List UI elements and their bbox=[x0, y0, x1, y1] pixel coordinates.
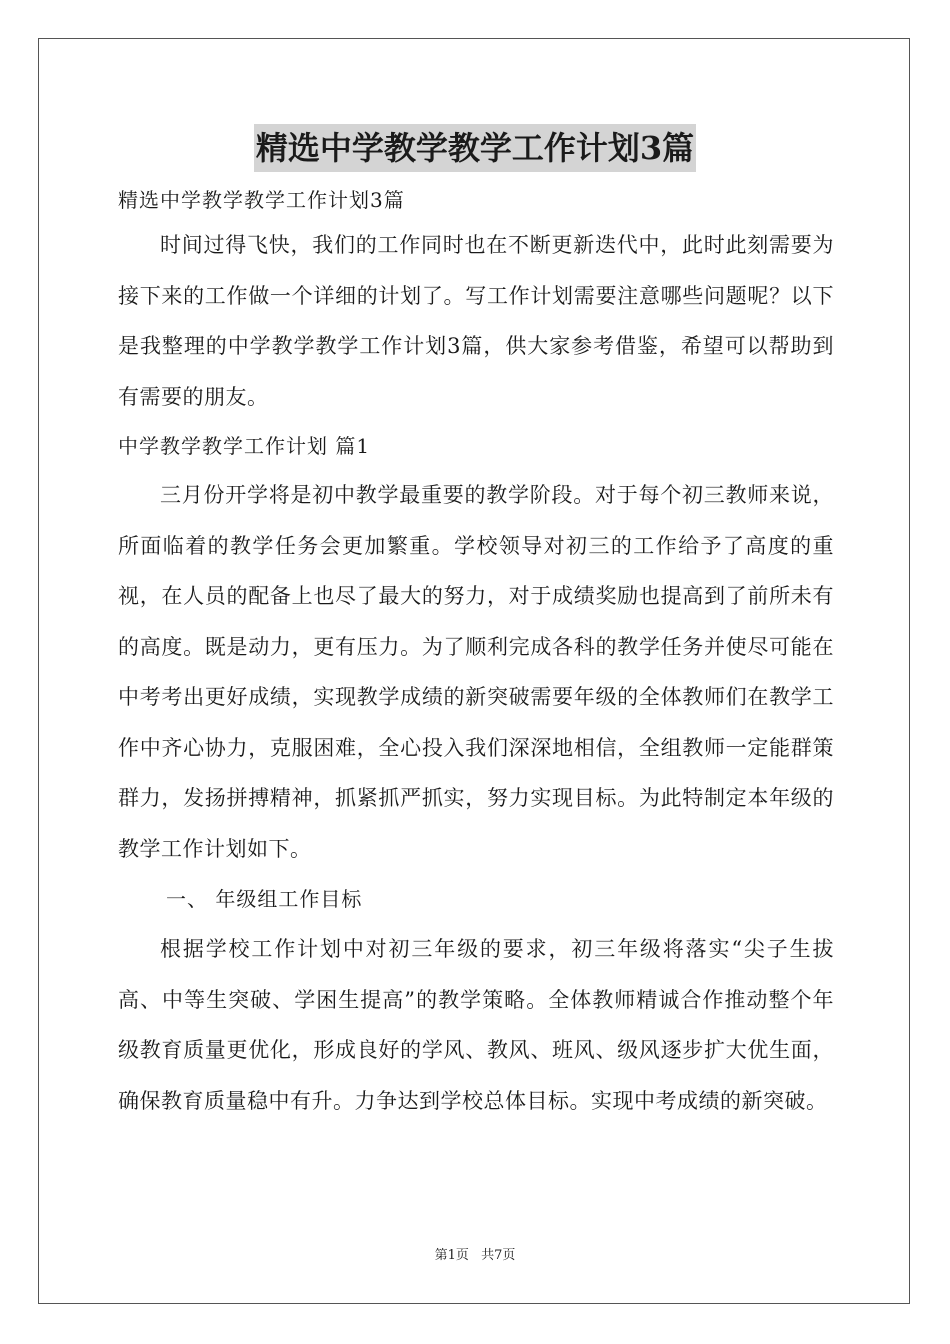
part1-paragraph: 三月份开学将是初中教学最重要的教学阶段。对于每个初三教师来说，所面临着的教学任务会更加繁重。学校领导对初三的工作给予了高度的重视，在人员的配备上也尽了最大的努力，对于成绩奖励也提高到了前所未有的高度。既是动力，更有压力。为了顺利完成各科的教学任务并使尽可能在中考考出更好成绩，实现教学成绩的新突破需要年级的全体教师们在教学工作中齐心协力，克服困难，全心投入我们深深地相信，全组教师一定能群策群力，发扬拼搏精神，抓紧抓严抓实，努力实现目标。为此特制定本年级的教学工作计划如下。 bbox=[118, 483, 834, 861]
section1-heading: 一、 年级组工作目标 bbox=[166, 887, 363, 911]
page-number: 第1页 bbox=[434, 1248, 469, 1263]
section1-paragraph: 根据学校工作计划中对初三年级的要求，初三年级将落实“尖子生拔高、中等生突破、学困生提高”的教学策略。全体教师精诚合作推动整个年级教育质量更优化，形成良好的学风、教风、班风、级风逐步扩大优生面，确保教育质量稳中有升。力争达到学校总体目标。实现中考成绩的新突破。 bbox=[118, 937, 834, 1113]
document-body bbox=[118, 180, 834, 1126]
total-pages: 共7页 bbox=[481, 1248, 516, 1263]
document-subtitle: 精选中学教学教学工作计划3篇 bbox=[118, 188, 405, 212]
page-footer bbox=[0, 1246, 950, 1266]
title-container bbox=[0, 124, 950, 172]
document-title: 精选中学教学教学工作计划3篇 bbox=[254, 124, 696, 172]
intro-paragraph: 时间过得飞快，我们的工作同时也在不断更新迭代中，此时此刻需要为接下来的工作做一个详细的计划了。写工作计划需要注意哪些问题呢？以下是我整理的中学教学教学工作计划3篇，供大家参考借鉴，希望可以帮助到有需要的朋友。 bbox=[118, 233, 834, 409]
part1-heading: 中学教学教学工作计划 篇1 bbox=[118, 434, 371, 458]
